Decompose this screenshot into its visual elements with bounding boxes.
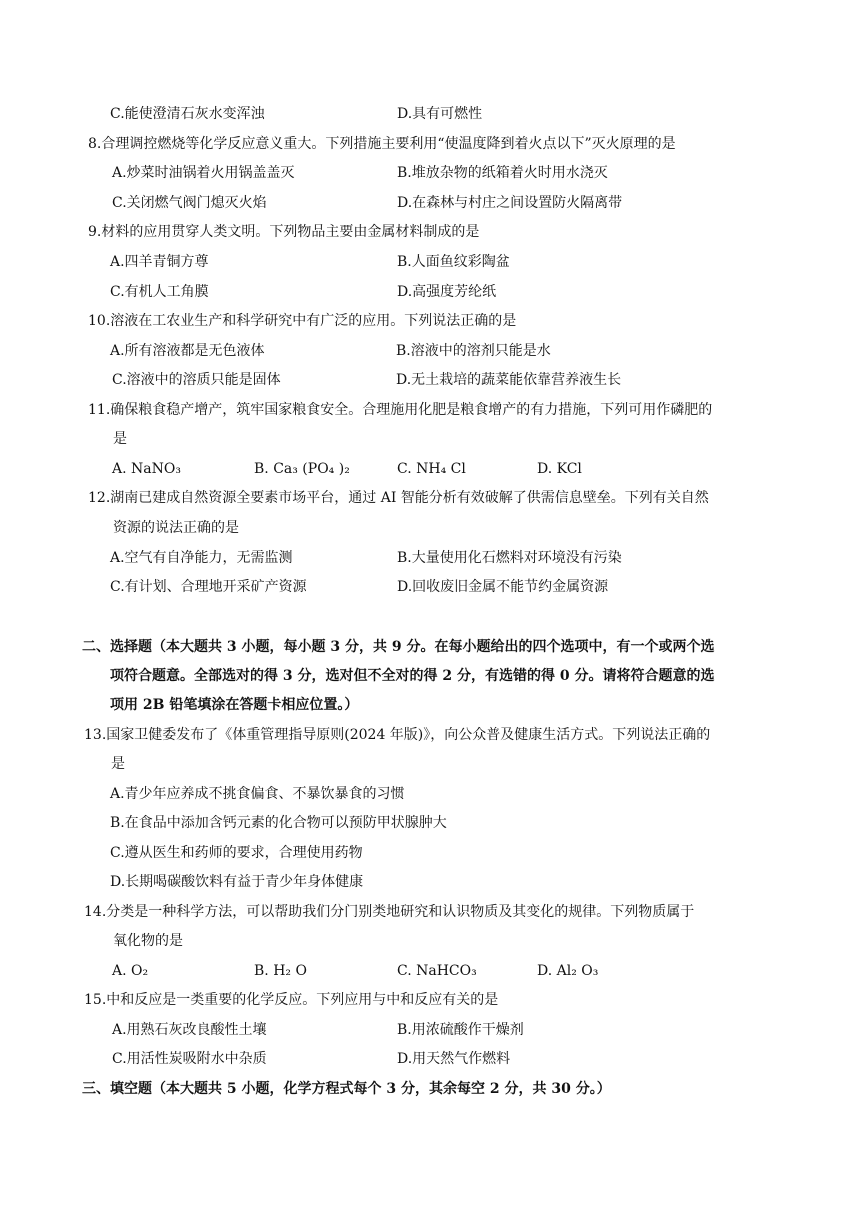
q15-option-a: A.用熟石灰改良酸性土壤 (112, 1022, 267, 1038)
q14-stem-line2: 氧化物的是 (113, 933, 183, 949)
q14-option-d: D. Al₂ O₃ (537, 963, 599, 979)
q12-option-c: C.有计划、合理地开采矿产资源 (110, 579, 307, 595)
q10-stem: 10.溶液在工农业生产和科学研究中有广泛的应用。下列说法正确的是 (88, 313, 517, 329)
section2-instructions-line1: 二、选择题（本大题共 3 小题，每小题 3 分，共 9 分。在每小题给出的四个选项中，有一个或两个选 (82, 639, 715, 655)
q15-option-d: D.用天然气作燃料 (397, 1051, 511, 1067)
q13-option-d: D.长期喝碳酸饮料有益于青少年身体健康 (110, 874, 364, 890)
q13-option-b: B.在食品中添加含钙元素的化合物可以预防甲状腺肿大 (110, 815, 447, 831)
section3-instructions: 三、填空题（本大题共 5 小题，化学方程式每个 3 分，其余每空 2 分，共 30 分。） (82, 1081, 611, 1097)
q7-option-c: C.能使澄清石灰水变浑浊 (110, 106, 265, 122)
q10-option-a: A.所有溶液都是无色液体 (110, 343, 265, 359)
q8-option-b: B.堆放杂物的纸箱着火时用水浇灭 (397, 165, 608, 181)
q9-option-c: C.有机人工角膜 (110, 284, 209, 300)
q12-option-a: A.空气有自净能力，无需监测 (110, 550, 293, 566)
q15-option-b: B.用浓硫酸作干燥剂 (397, 1022, 524, 1038)
q13-stem-line1: 13.国家卫健委发布了《体重管理指导原则(2024 年版)》，向公众普及健康生活方式。下列说法正确的 (84, 727, 711, 743)
q11-option-a: A. NaNO₃ (112, 461, 181, 477)
q15-stem: 15.中和反应是一类重要的化学反应。下列应用与中和反应有关的是 (84, 992, 499, 1008)
q9-option-a: A.四羊青铜方尊 (110, 254, 209, 270)
section2-instructions-line2: 项符合题意。全部选对的得 3 分，选对但不全对的得 2 分，有选错的得 0 分。请将符合题意的选 (110, 668, 715, 684)
q9-stem: 9.材料的应用贯穿人类文明。下列物品主要由金属材料制成的是 (88, 224, 480, 240)
q7-option-d: D.具有可燃性 (397, 106, 483, 122)
q11-stem-line1: 11.确保粮食稳产增产，筑牢国家粮食安全。合理施用化肥是粮食增产的有力措施，下列可用作磷肥的 (88, 402, 713, 418)
q11-stem-line2: 是 (113, 431, 127, 447)
q12-stem-line1: 12.湖南已建成自然资源全要素市场平台，通过 AI 智能分析有效破解了供需信息壁垒。下列有关自然 (88, 490, 709, 506)
q11-option-c: C. NH₄ Cl (397, 461, 466, 477)
q10-option-b: B.溶液中的溶剂只能是水 (396, 343, 551, 359)
q8-option-a: A.炒菜时油锅着火用锅盖盖灭 (112, 165, 295, 181)
q14-option-c: C. NaHCO₃ (397, 963, 477, 979)
q9-option-b: B.人面鱼纹彩陶盆 (397, 254, 510, 270)
q8-stem: 8.合理调控燃烧等化学反应意义重大。下列措施主要利用“使温度降到着火点以下”灭火原理的是 (88, 136, 676, 152)
q10-option-c: C.溶液中的溶质只能是固体 (112, 372, 281, 388)
q11-option-b: B. Ca₃ (PO₄ )₂ (254, 461, 350, 477)
q13-stem-line2: 是 (111, 756, 125, 772)
q15-option-c: C.用活性炭吸附水中杂质 (112, 1051, 267, 1067)
q14-stem-line1: 14.分类是一种科学方法，可以帮助我们分门别类地研究和认识物质及其变化的规律。下列物质属于 (84, 904, 695, 920)
q13-option-c: C.遵从医生和药师的要求，合理使用药物 (110, 845, 363, 861)
q12-option-d: D.回收废旧金属不能节约金属资源 (397, 579, 609, 595)
q8-option-c: C.关闭燃气阀门熄灭火焰 (112, 195, 267, 211)
q11-option-d: D. KCl (537, 461, 582, 477)
q14-option-b: B. H₂ O (254, 963, 307, 979)
q8-option-d: D.在森林与村庄之间设置防火隔离带 (397, 195, 623, 211)
q12-option-b: B.大量使用化石燃料对环境没有污染 (397, 550, 622, 566)
q14-option-a: A. O₂ (112, 963, 149, 979)
q13-option-a: A.青少年应养成不挑食偏食、不暴饮暴食的习惯 (110, 786, 405, 802)
q10-option-d: D.无土栽培的蔬菜能依靠营养液生长 (396, 372, 622, 388)
q9-option-d: D.高强度芳纶纸 (397, 284, 497, 300)
section2-instructions-line3: 项用 2B 铅笔填涂在答题卡相应位置。） (110, 697, 359, 713)
q12-stem-line2: 资源的说法正确的是 (113, 520, 239, 536)
